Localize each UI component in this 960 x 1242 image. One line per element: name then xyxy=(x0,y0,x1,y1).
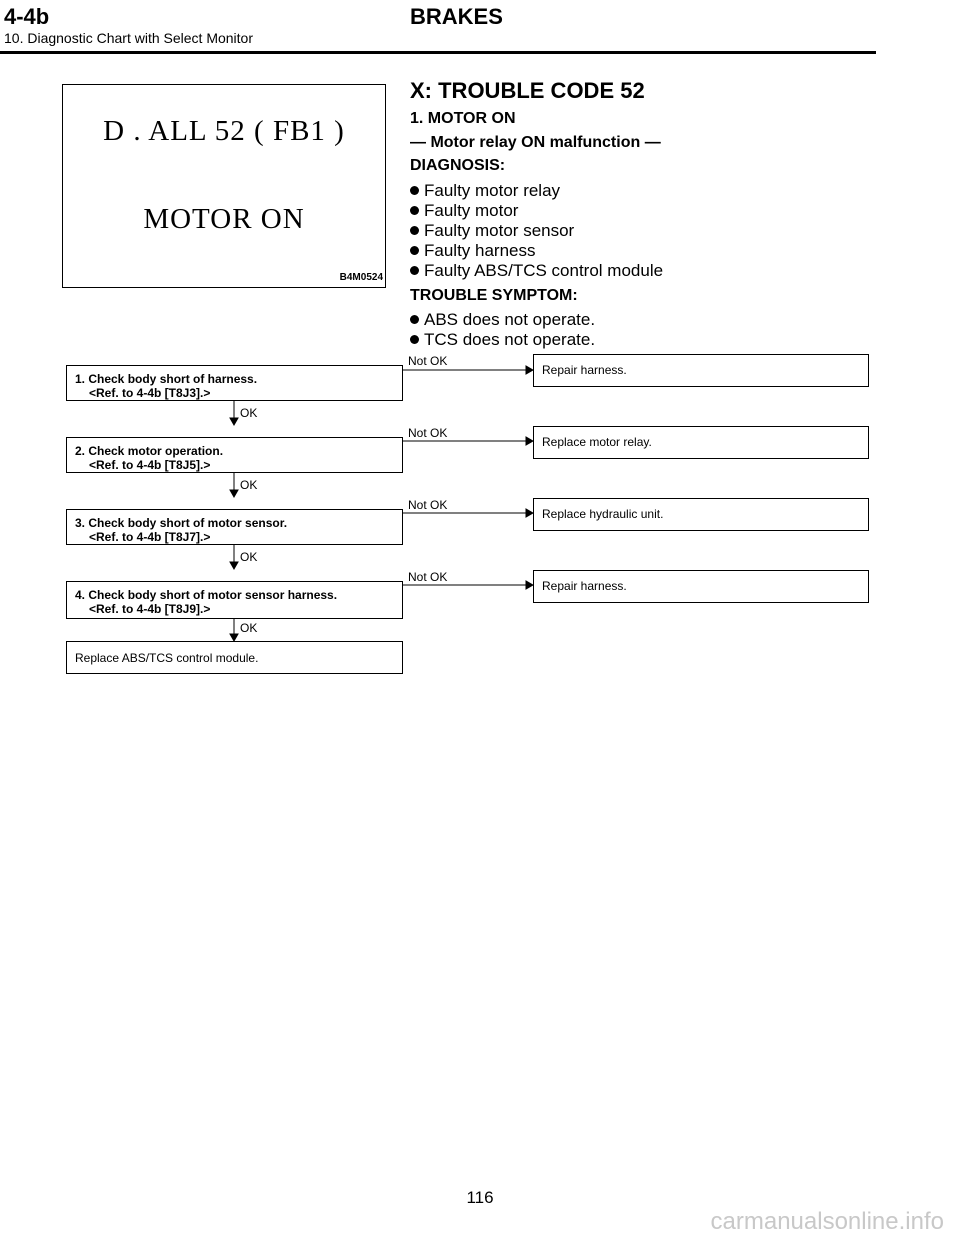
trouble-code-heading: X: TROUBLE CODE 52 xyxy=(410,78,645,103)
step-title: 4. Check body short of motor sensor harness. xyxy=(75,588,338,602)
diagnosis-item: Faulty harness xyxy=(410,241,536,261)
diagnosis-label: DIAGNOSIS: xyxy=(410,157,506,174)
item-heading: 1. MOTOR ON xyxy=(410,110,516,127)
check-step-1 xyxy=(66,365,403,401)
action-step-1: Repair harness. xyxy=(533,354,869,387)
ok-label: OK xyxy=(240,550,258,564)
symptom-item: TCS does not operate. xyxy=(410,330,595,350)
symptom-label: TROUBLE SYMPTOM: xyxy=(410,287,578,304)
watermark: carmanualsonline.info xyxy=(710,1208,944,1235)
step-ref: <Ref. to 4-4b [T8J3].> xyxy=(89,386,211,400)
step-title: 1. Check body short of harness. xyxy=(75,372,258,386)
not-ok-label: Not OK xyxy=(408,354,448,368)
chapter-title: BRAKES xyxy=(410,4,503,29)
action-step-2: Replace motor relay. xyxy=(533,426,869,459)
check-step-2 xyxy=(66,437,403,473)
figure-status-line: MOTOR ON xyxy=(143,203,305,235)
arrow-right-icon xyxy=(526,509,533,517)
arrow-right-icon xyxy=(526,581,533,589)
diagnosis-item: Faulty motor sensor xyxy=(410,221,574,241)
step-ref: <Ref. to 4-4b [T8J5].> xyxy=(89,458,211,472)
section-number: 4-4b xyxy=(4,4,50,29)
ok-label: OK xyxy=(240,406,258,420)
ok-label: OK xyxy=(240,621,258,635)
not-ok-label: Not OK xyxy=(408,498,448,512)
step-title: 2. Check motor operation. xyxy=(75,444,224,458)
check-step-3 xyxy=(66,509,403,545)
step-ref: <Ref. to 4-4b [T8J9].> xyxy=(89,602,211,616)
page-number: 116 xyxy=(466,1188,494,1207)
arrow-down-icon xyxy=(230,634,238,641)
step-ref: <Ref. to 4-4b [T8J7].> xyxy=(89,530,211,544)
symptom-item: ABS does not operate. xyxy=(410,310,595,330)
arrow-right-icon xyxy=(526,437,533,445)
diagnosis-item: Faulty ABS/TCS control module xyxy=(410,261,663,281)
action-step-3: Replace hydraulic unit. xyxy=(533,498,869,531)
arrow-down-icon xyxy=(230,490,238,497)
action-step-4: Repair harness. xyxy=(533,570,869,603)
step-title: 3. Check body short of motor sensor. xyxy=(75,516,288,530)
not-ok-label: Not OK xyxy=(408,426,448,440)
figure-id: B4M0524 xyxy=(339,272,383,283)
arrow-down-icon xyxy=(230,562,238,569)
diagnosis-item: Faulty motor relay xyxy=(410,181,560,201)
final-action: Replace ABS/TCS control module. xyxy=(66,641,403,674)
malfunction-heading: — Motor relay ON malfunction — xyxy=(410,134,661,151)
section-subtitle: 10. Diagnostic Chart with Select Monitor xyxy=(4,30,253,46)
check-step-4 xyxy=(66,581,403,619)
arrow-down-icon xyxy=(230,418,238,425)
ok-label: OK xyxy=(240,478,258,492)
not-ok-label: Not OK xyxy=(408,570,448,584)
figure-code-line: D . ALL 52 ( FB1 ) xyxy=(103,115,345,147)
diagnosis-item: Faulty motor xyxy=(410,201,518,221)
arrow-right-icon xyxy=(526,366,533,374)
